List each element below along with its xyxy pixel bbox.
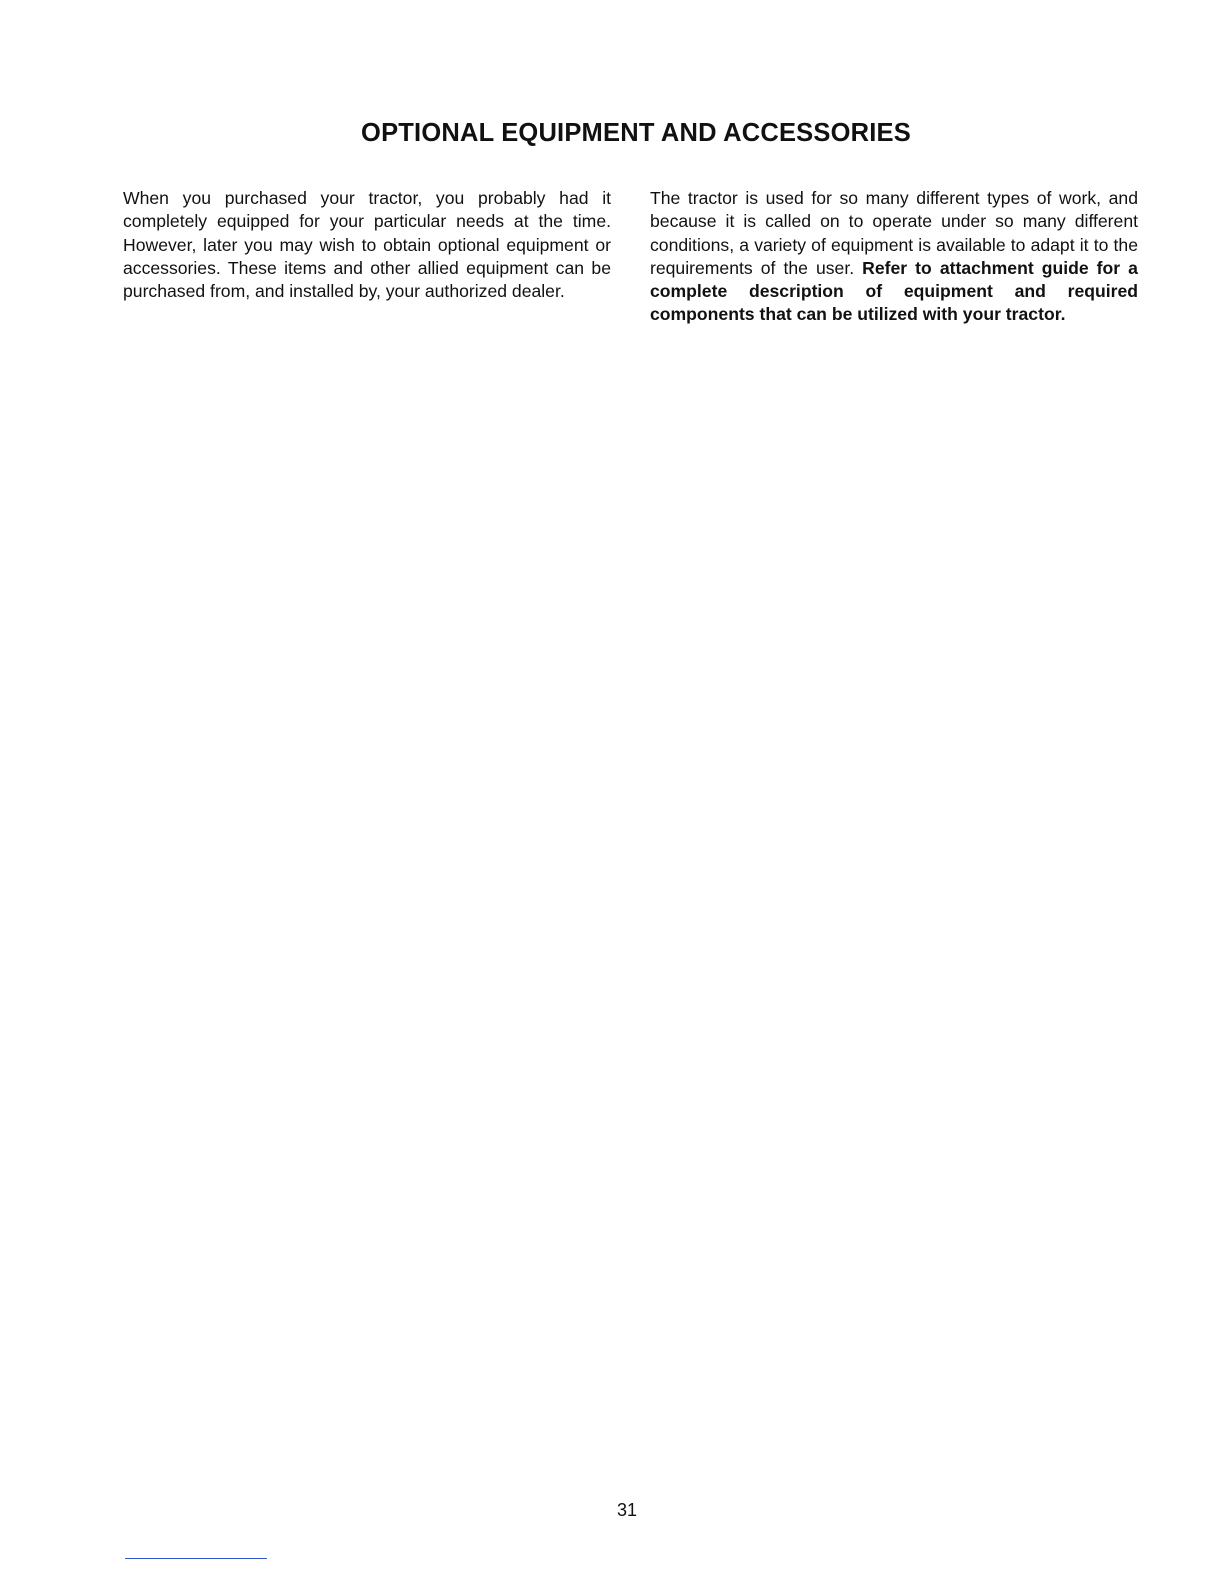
right-column-bold-text: Refer to attachment guide for a complete description of equipment and required components that can be utilized with your tractor.	[650, 257, 1138, 325]
page-number: 31	[616, 1500, 638, 1520]
left-column-paragraph: When you purchased your tractor, you probably had it completely equipped for your particular needs at the time. However, later you may wish to obtain optional equipment or accessories. These items and other allied equipment can be purchased from, and installed by, your authorized dealer.	[123, 188, 611, 302]
right-column-text: The tractor is used for so many different types of work, and because it is called on to operate under so many different conditions, a variety of equipment is available to adapt it to the requirements of the user.	[650, 188, 1138, 278]
page-title: OPTIONAL EQUIPMENT AND ACCESSORIES	[361, 119, 911, 147]
footer-divider	[125, 1558, 267, 1559]
right-column-paragraph	[650, 187, 1138, 327]
